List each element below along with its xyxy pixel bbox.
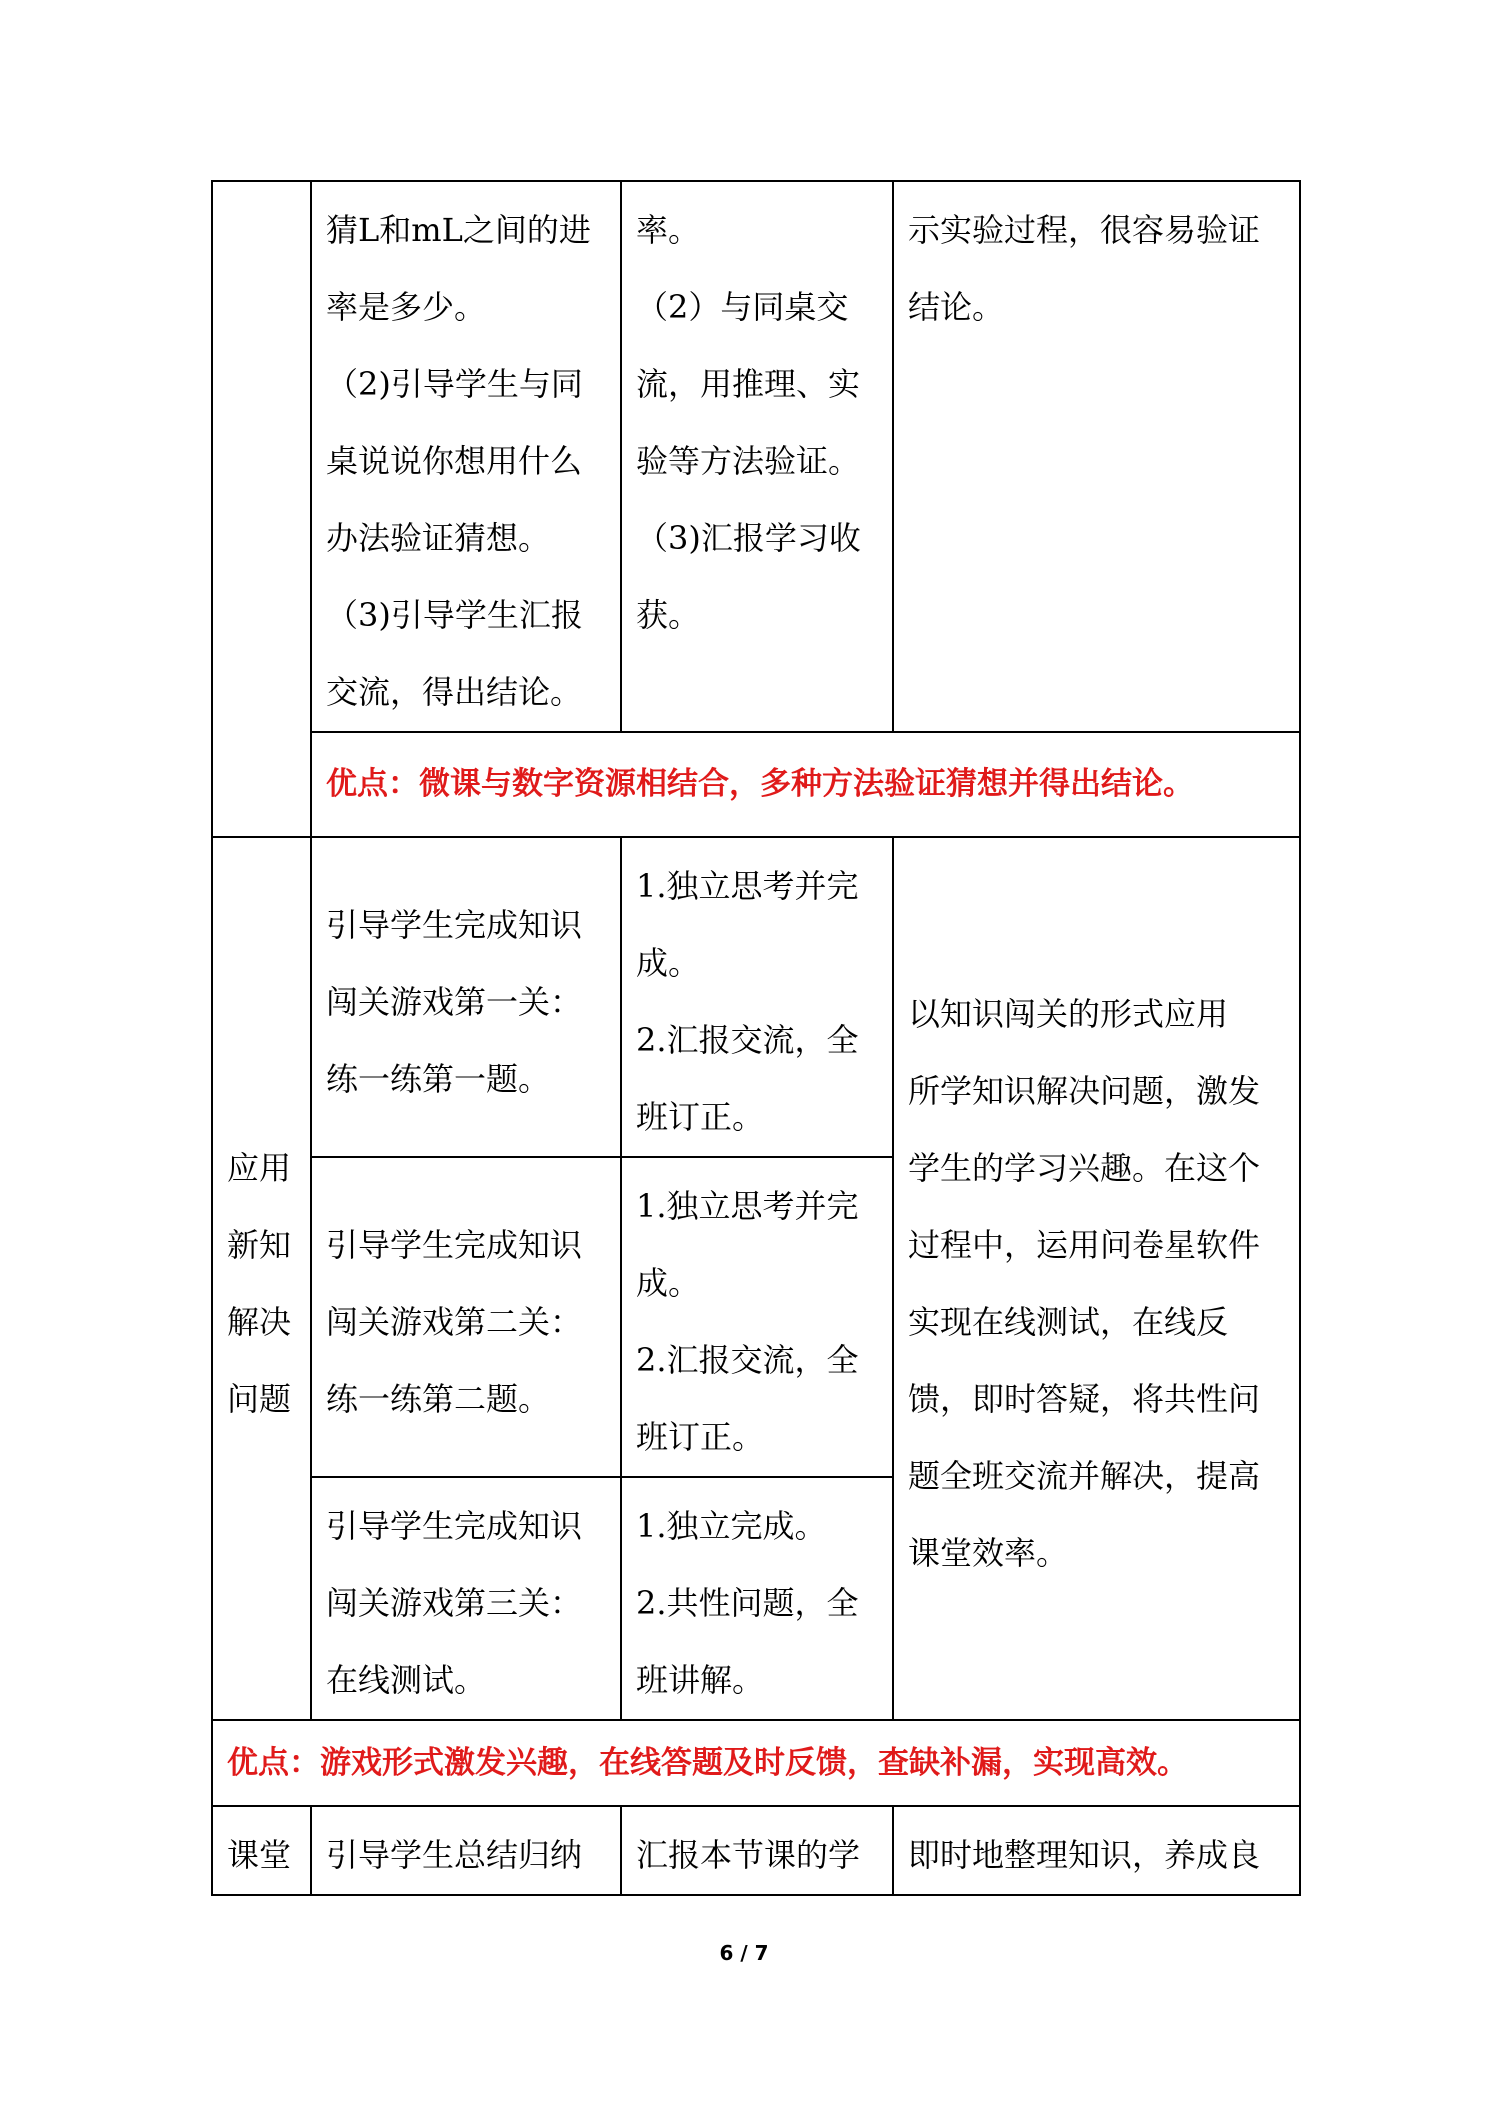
student-activity-cell: 1.独立完成。 2.共性问题，全 班讲解。 xyxy=(621,1477,893,1720)
design-purpose-cell: 即时地整理知识，养成良 xyxy=(893,1806,1300,1895)
teacher-activity-cell: 引导学生总结归纳 xyxy=(311,1806,621,1895)
stage-cell: 课堂 xyxy=(212,1806,311,1895)
teacher-activity-cell: 引导学生完成知识 闯关游戏第一关： 练一练第一题。 xyxy=(311,837,621,1157)
stage-cell: 应用 新知 解决 问题 xyxy=(212,837,311,1720)
teacher-activity-cell: 猜L和mL之间的进 率是多少。 （2)引导学生与同 桌说说你想用什么 办法验证猜想。 （3)引导学生汇报 交流，得出结论。 xyxy=(311,181,621,732)
teacher-activity-cell: 引导学生完成知识 闯关游戏第二关： 练一练第二题。 xyxy=(311,1157,621,1477)
design-purpose-cell: 以知识闯关的形式应用 所学知识解决问题，激发 学生的学习兴趣。在这个 过程中，运用问卷星软件 实现在线测试，在线反 馈，即时答疑，将共性问 题全班交流并解决，提高 课堂效率。 xyxy=(893,837,1300,1720)
table-row xyxy=(212,1720,1300,1806)
advantage-note: 优点：游戏形式激发兴趣，在线答题及时反馈，查缺补漏，实现高效。 xyxy=(212,1720,1300,1806)
student-activity-cell: 1.独立思考并完 成。 2.汇报交流，全 班订正。 xyxy=(621,837,893,1157)
advantage-note: 优点：微课与数字资源相结合，多种方法验证猜想并得出结论。 xyxy=(311,732,1300,837)
table-row xyxy=(212,1806,1300,1895)
teacher-activity-cell: 引导学生完成知识 闯关游戏第三关： 在线测试。 xyxy=(311,1477,621,1720)
table-row xyxy=(212,732,1300,837)
table-row xyxy=(212,181,1300,732)
table-row xyxy=(212,837,1300,1157)
lesson-plan-table xyxy=(211,180,1301,1896)
page-number: 6 / 7 xyxy=(719,1941,769,1965)
student-activity-cell: 1.独立思考并完 成。 2.汇报交流，全 班订正。 xyxy=(621,1157,893,1477)
design-purpose-cell: 示实验过程，很容易验证 结论。 xyxy=(893,181,1300,732)
student-activity-cell: 汇报本节课的学 xyxy=(621,1806,893,1895)
student-activity-cell: 率。 （2）与同桌交 流，用推理、实 验等方法验证。 （3)汇报学习收 获。 xyxy=(621,181,893,732)
stage-cell xyxy=(212,181,311,837)
